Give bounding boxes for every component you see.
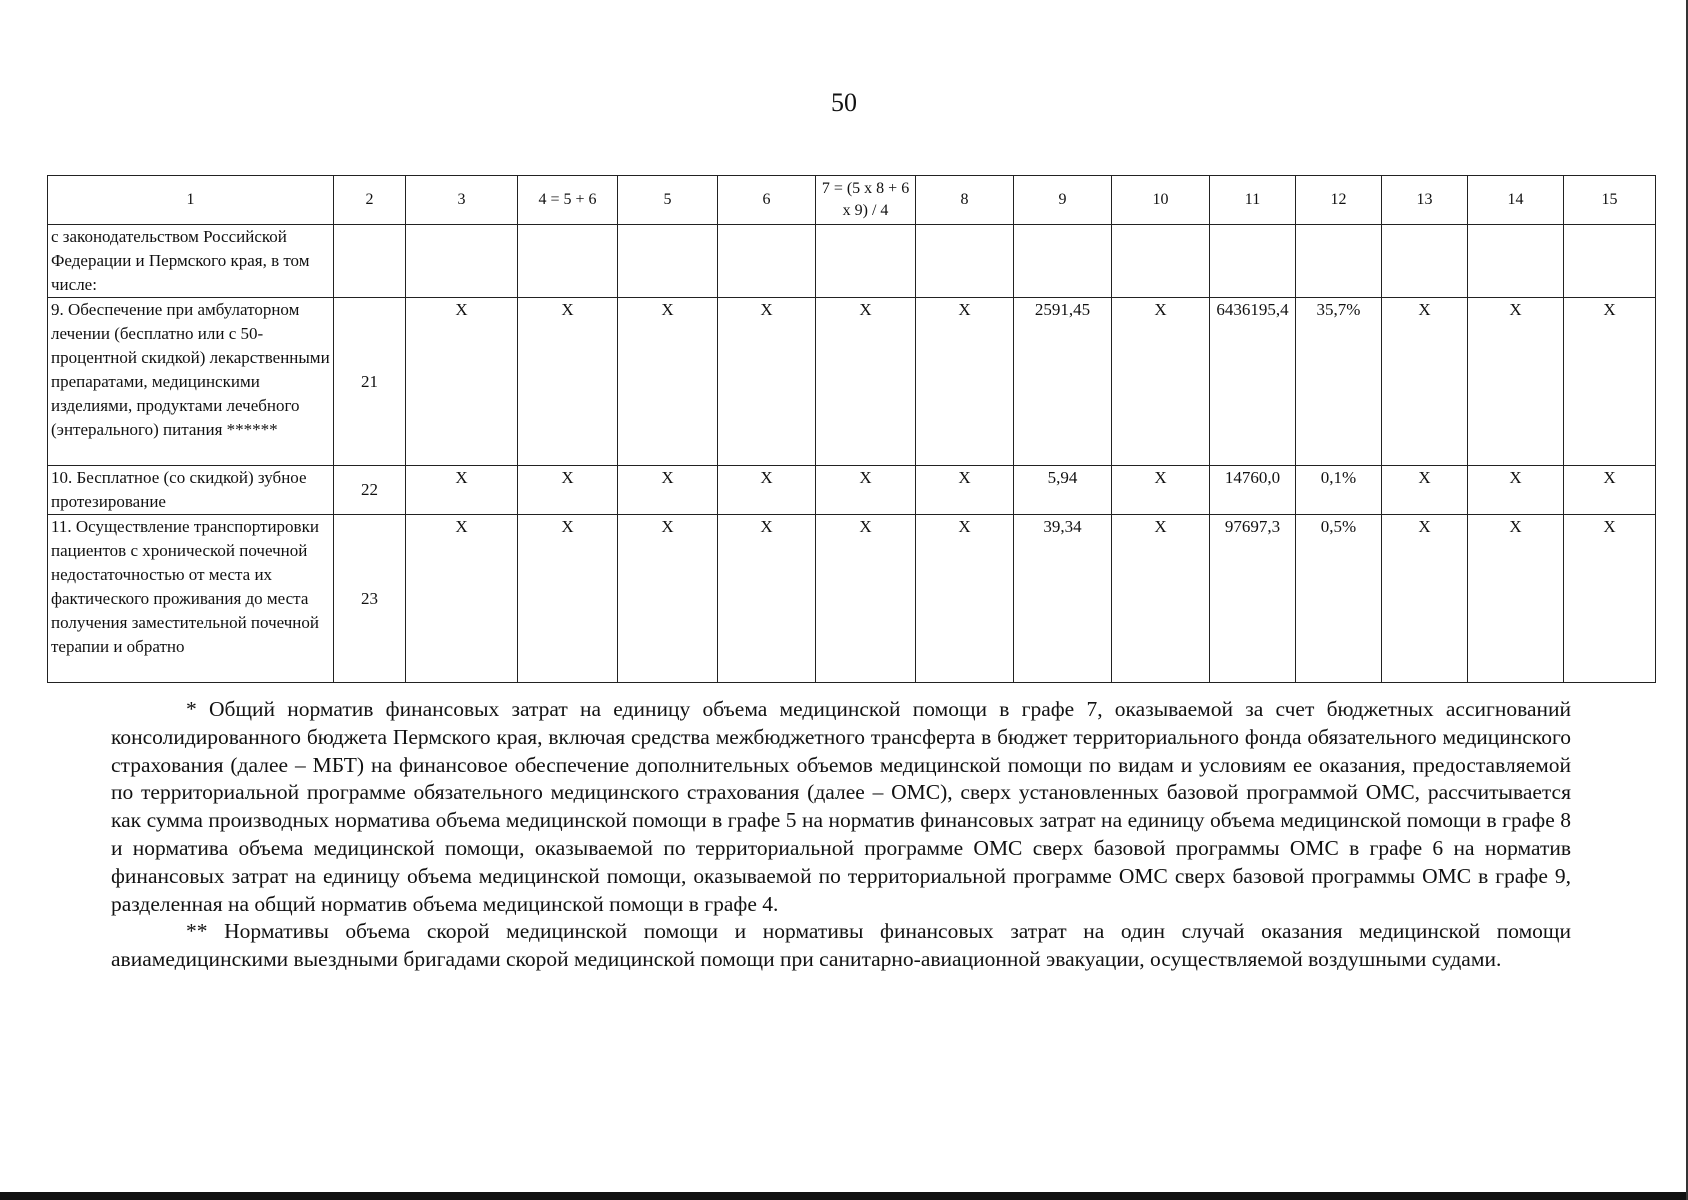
table-cell: X xyxy=(816,466,916,515)
header-cell: 2 xyxy=(334,176,406,225)
header-cell: 4 = 5 + 6 xyxy=(518,176,618,225)
row-label: 9. Обеспечение при амбулаторном лечении (бесплатно или с 50-процентной скидкой) лекарственными препаратами, медицинскими изделиями, продуктами лечебного (энтерального) питания ****** xyxy=(48,298,334,466)
table-cell: 14760,0 xyxy=(1210,466,1296,515)
table-row xyxy=(48,515,1656,683)
table-cell: X xyxy=(406,515,518,683)
header-cell: 12 xyxy=(1296,176,1382,225)
table-cell xyxy=(816,225,916,298)
table-cell: X xyxy=(816,298,916,466)
row-code: 21 xyxy=(334,298,406,466)
table-cell xyxy=(1112,225,1210,298)
table-cell: 39,34 xyxy=(1014,515,1112,683)
table-cell: 0,1% xyxy=(1296,466,1382,515)
footnote-2: ** Нормативы объема скорой медицинской помощи и нормативы финансовых затрат на один случай оказания медицинской помощи авиамедицинскими выездными бригадами скорой медицинской помощи при санитарно-авиационной эвакуации, осуществляемой воздушными судами. xyxy=(111,919,1571,972)
table-cell: X xyxy=(618,515,718,683)
table-cell: X xyxy=(718,298,816,466)
table-cell: 6436195,4 xyxy=(1210,298,1296,466)
header-cell: 7 = (5 x 8 + 6 x 9) / 4 xyxy=(816,176,916,225)
table-cell: X xyxy=(1382,466,1468,515)
row-code: 23 xyxy=(334,515,406,683)
footnote-1: * Общий норматив финансовых затрат на единицу объема медицинской помощи в графе 7, оказываемой за счет бюджетных ассигнований консолидированного бюджета Пермского края, включая средства межбюджетного трансферта в бюджет территориального фонда обязательного медицинского страхования (далее – МБТ) на финансовое обеспечение дополнительных объемов медицинской помощи по видам и условиям ее оказания, предоставляемой по территориальной программе обязательного медицинского страхования (далее – ОМС), сверх установленных базовой программой ОМС, рассчитывается как сумма производных норматива объема медицинской помощи в графе 5 на норматив финансовых затрат на единицу объема медицинской помощи в графе 8 и норматива объема медицинской помощи, оказываемой по территориальной программе ОМС сверх базовой программы ОМС в графе 6 на норматив финансовых затрат на единицу объема медицинской помощи, оказываемой по территориальной программе ОМС сверх базовой программы ОМС в графе 9, разделенная на общий норматив объема медицинской помощи в графе 4. xyxy=(111,697,1571,916)
header-cell: 9 xyxy=(1014,176,1112,225)
table-cell: X xyxy=(1112,298,1210,466)
table-cell xyxy=(1014,225,1112,298)
table-cell: X xyxy=(916,466,1014,515)
header-cell: 10 xyxy=(1112,176,1210,225)
table-cell xyxy=(1468,225,1564,298)
row-label: 11. Осуществление транспортировки пациентов с хронической почечной недостаточностью от места их фактического проживания до места получения заместительной почечной терапии и обратно xyxy=(48,515,334,683)
scan-border-bottom xyxy=(0,1192,1688,1200)
data-table xyxy=(47,175,1656,683)
table-cell: X xyxy=(718,515,816,683)
table-cell: X xyxy=(1564,515,1656,683)
row-code: 22 xyxy=(334,466,406,515)
table-cell: X xyxy=(406,298,518,466)
table-cell: X xyxy=(1382,515,1468,683)
header-cell: 5 xyxy=(618,176,718,225)
table-cell: X xyxy=(1564,298,1656,466)
table-cell: X xyxy=(618,298,718,466)
header-cell: 11 xyxy=(1210,176,1296,225)
table-cell: X xyxy=(916,515,1014,683)
footnotes xyxy=(111,696,1571,974)
table-cell: X xyxy=(1382,298,1468,466)
row-label: 10. Бесплатное (со скидкой) зубное протезирование xyxy=(48,466,334,515)
table-cell xyxy=(518,225,618,298)
table-cell: X xyxy=(816,515,916,683)
table-cell: X xyxy=(1468,298,1564,466)
table-cell: X xyxy=(1112,466,1210,515)
table-cell xyxy=(1382,225,1468,298)
header-cell: 1 xyxy=(48,176,334,225)
table-cell: X xyxy=(1468,515,1564,683)
table-cell xyxy=(406,225,518,298)
table-cell: 97697,3 xyxy=(1210,515,1296,683)
table-cell xyxy=(618,225,718,298)
table-cell xyxy=(1296,225,1382,298)
table-cell xyxy=(1210,225,1296,298)
table-cell: X xyxy=(916,298,1014,466)
table-cell: X xyxy=(718,466,816,515)
table-cell: X xyxy=(1112,515,1210,683)
table-cell: 2591,45 xyxy=(1014,298,1112,466)
header-cell: 14 xyxy=(1468,176,1564,225)
header-cell: 6 xyxy=(718,176,816,225)
table-cell: X xyxy=(1564,466,1656,515)
table-cell: 5,94 xyxy=(1014,466,1112,515)
table-cell: 0,5% xyxy=(1296,515,1382,683)
header-cell: 8 xyxy=(916,176,1014,225)
table-cell: X xyxy=(1468,466,1564,515)
table-cell: X xyxy=(518,298,618,466)
table-row xyxy=(48,298,1656,466)
table-cell xyxy=(916,225,1014,298)
table-row xyxy=(48,225,1656,298)
table-cell xyxy=(1564,225,1656,298)
table-cell: X xyxy=(406,466,518,515)
table-header-row xyxy=(48,176,1656,225)
table-cell xyxy=(334,225,406,298)
row-label: с законодательством Российской Федерации и Пермского края, в том числе: xyxy=(48,225,334,298)
table-row xyxy=(48,466,1656,515)
header-cell: 3 xyxy=(406,176,518,225)
header-cell: 13 xyxy=(1382,176,1468,225)
header-cell: 15 xyxy=(1564,176,1656,225)
page-number: 50 xyxy=(831,88,857,117)
table-cell: X xyxy=(618,466,718,515)
table-cell xyxy=(718,225,816,298)
table-cell: 35,7% xyxy=(1296,298,1382,466)
table-cell: X xyxy=(518,515,618,683)
table-cell: X xyxy=(518,466,618,515)
